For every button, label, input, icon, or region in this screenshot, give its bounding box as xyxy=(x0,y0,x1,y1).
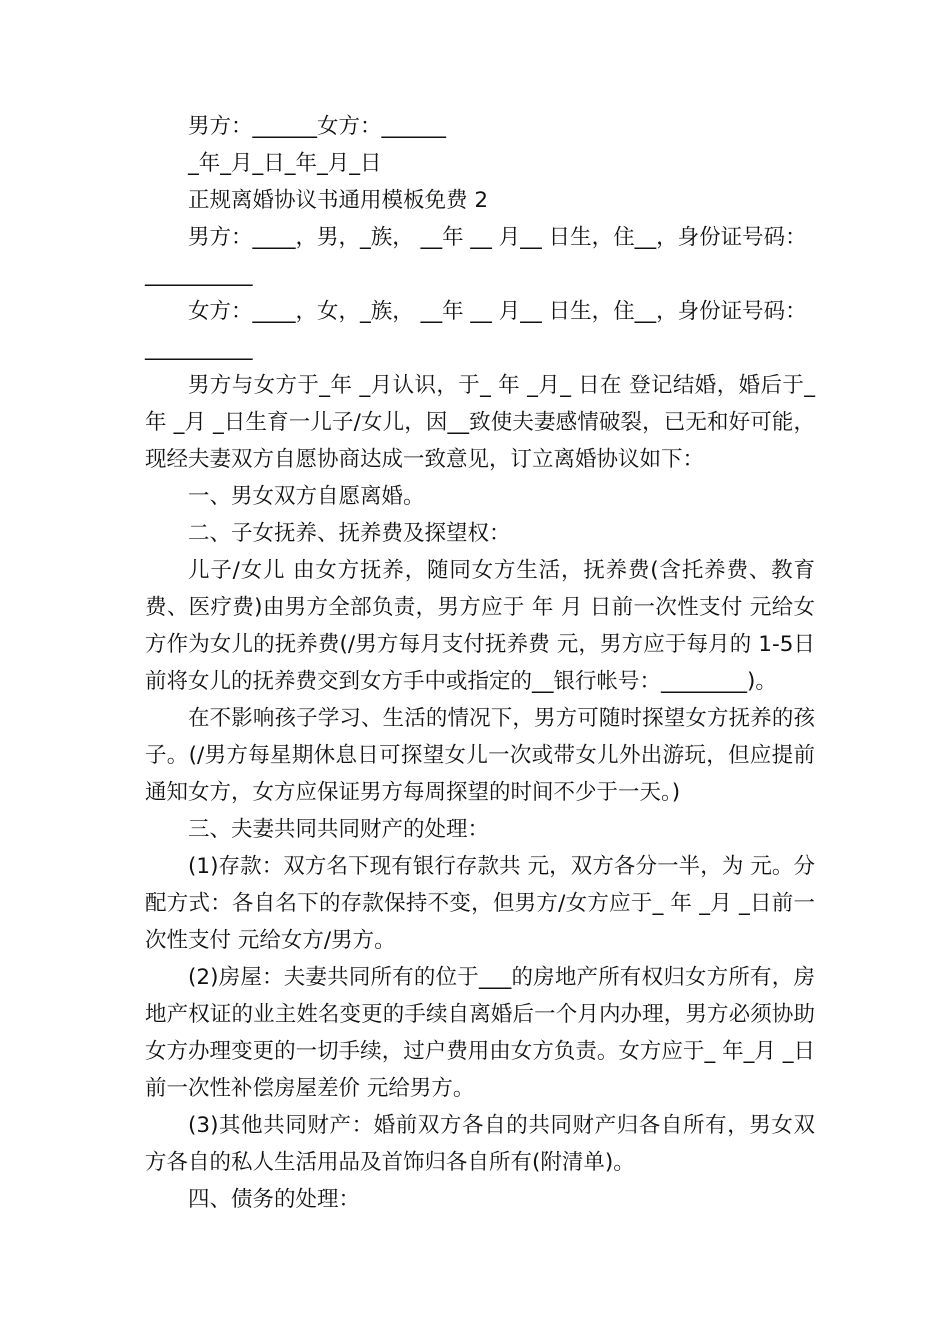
clause-1: 一、男女双方自愿离婚。 xyxy=(188,484,425,509)
intro-paragraph: 男方与女方于_年 _月认识，于_ 年 _月_ 日在 登记结婚，婚后于_年 _月 _日生育一儿子/女儿，因__致使夫妻感情破裂，已无和好可能，现经夫妻双方自愿协商达成一致意见，订立离婚协议如下： xyxy=(145,373,815,472)
clause-3-other-property: (3)其他共同财产：婚前双方各自的共同财产归各自所有，男女双方各自的私人生活用品及首饰归各自所有(附清单)。 xyxy=(145,1113,815,1175)
clause-2-custody: 儿子/女儿 由女方抚养，随同女方生活，抚养费(含托养费、教育费、医疗费)由男方全部负责，男方应于 年 月 日前一次性支付 元给女方作为女儿的抚养费(/男方每月支付抚养费 元，男方应于每月的 1-5日前将女儿的抚养费交到女方手中或指定的__银行帐号：________)。 xyxy=(145,558,815,694)
clause-4-heading: 四、债务的处理： xyxy=(188,1187,361,1212)
signature-line: 男方：______女方：______ xyxy=(188,114,447,139)
woman-info: 女方：____，女，_族， __年 __ 月__ 日生，住__，身份证号码： xyxy=(188,299,807,324)
date-line: _年_月_日_年_月_日 xyxy=(188,151,382,176)
woman-id-blank: __________ xyxy=(145,336,253,361)
man-id-blank: __________ xyxy=(145,262,253,287)
clause-2-visitation: 在不影响孩子学习、生活的情况下，男方可随时探望女方抚养的孩子。(/男方每星期休息日可探望女儿一次或带女儿外出游玩，但应提前通知女方，女方应保证男方每周探望的时间不少于一天。) xyxy=(145,706,815,805)
document-title: 正规离婚协议书通用模板免费 2 xyxy=(188,188,489,213)
man-info: 男方：____，男，_族， __年 __ 月__ 日生，住__，身份证号码： xyxy=(188,225,807,250)
clause-2-heading: 二、子女抚养、抚养费及探望权： xyxy=(188,521,511,546)
clause-3-housing: (2)房屋：夫妻共同所有的位于___的房地产所有权归女方所有，房地产权证的业主姓名变更的手续自离婚后一个月内办理，男方必须协助女方办理变更的一切手续，过户费用由女方负责。女方应于_ 年_月 _日前一次性补偿房屋差价 元给男方。 xyxy=(145,965,815,1101)
document-page xyxy=(145,108,815,1218)
clause-3-heading: 三、夫妻共同共同财产的处理： xyxy=(188,817,490,842)
clause-3-deposits: (1)存款：双方名下现有银行存款共 元，双方各分一半，为 元。分配方式：各自名下的存款保持不变，但男方/女方应于_ 年 _月 _日前一次性支付 元给女方/男方。 xyxy=(145,854,815,953)
